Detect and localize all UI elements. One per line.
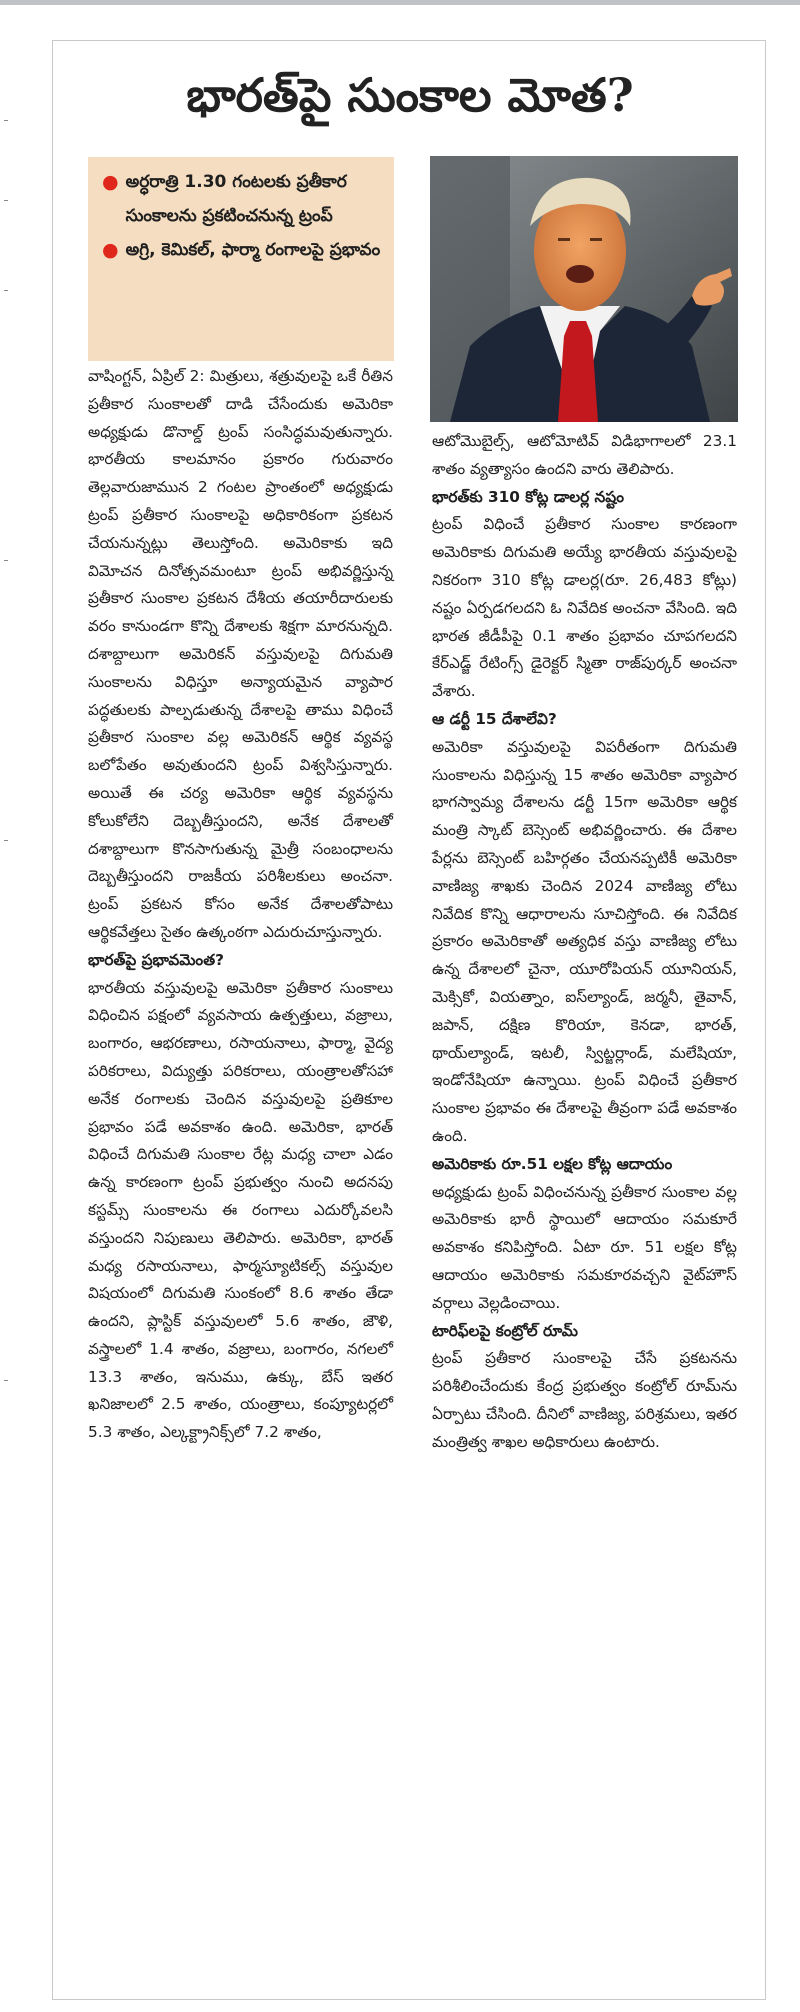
body-paragraph: ఆటోమొబైల్స్, ఆటోమోటివ్ విడిభాగాలలో 23.1 శాతం వ్యత్యాసం ఉందని వారు తెలిపారు. xyxy=(432,432,737,478)
left-edge-marks xyxy=(0,0,12,2012)
highlight-text: అగ్రి, కెమికల్, ఫార్మా రంగాలపై ప్రభావం xyxy=(125,240,381,260)
highlight-bullet xyxy=(102,233,384,267)
section-subheading: భారత్‌కు 310 కోట్ల డాలర్ల నష్టం xyxy=(432,487,624,506)
body-paragraph: ట్రంప్ విధించే ప్రతీకార సుంకాల కారణంగా అమెరికాకు దిగుమతి అయ్యే భారతీయ వస్తువులపై నికరంగా 310 కోట్ల డాలర్ల(రూ. 26,483 కోట్లు) నష్టం ఏర్పడగలదని ఓ నివేదిక అంచనా వేసింది. ఇది భారత జీడీపీపై 0.1 శాతం ప్రభావం చూపగలదని కేర్‌ఎడ్జ్ రేటింగ్స్ డైరెక్టర్ స్మితా రాజ్‌పుర్కర్ అంచనా వేశారు. xyxy=(432,515,737,701)
trump-photo xyxy=(430,156,738,422)
body-paragraph: వాషింగ్టన్, ఏప్రిల్ 2: మిత్రులు, శత్రువులపై ఒకే రీతిన ప్రతీకార సుంకాలతో దాడి చేసేందుకు అమెరికా అధ్యక్షుడు డొనాల్డ్ ట్రంప్ సంసిద్ధమవుతున్నారు. భారతీయ కాలమానం ప్రకారం గురువారం తెల్లవారుజామున 2 గంటల ప్రాంతంలో అధ్యక్షుడు ట్రంప్ ప్రతీకార సుంకాలపై అధికారికంగా ప్రకటన చేయనున్నట్లు తెలుస్తోంది. అమెరికాకు ఇది విమోచన దినోత్సవమంటూ ట్రంప్ అభివర్ణిస్తున్న ప్రతీకార సుంకాల ప్రకటన దేశీయ తయారీదారులకు వరం కానుండగా కొన్ని దేశాలకు శిక్షగా మారనున్నది. దశాబ్దాలుగా అమెరికన్ వస్తువులపై దిగుమతి సుంకాలను విధిస్తూ అన్యాయమైన వ్యాపార పద్ధతులకు పాల్పడుతున్న దేశాలపై తాము విధించే ప్రతీకార సుంకాల వల్ల అమెరికన్ ఆర్థిక వ్యవస్థ బలోపేతం అవుతుందని ట్రంప్ విశ్వసిస్తున్నారు. అయితే ఈ చర్య అమెరికా ఆర్థిక వ్యవస్థను కోలుకోలేని దెబ్బతీస్తుందని, అనేక దేశాలతో దశాబ్దాలుగా కొనసాగుతున్న మైత్రీ సంబంధాలను దెబ్బతీస్తుందని రాజకీయ పరిశీలకులు అంచనా. ట్రంప్ ప్రకటన కోసం అనేక దేశాలతోపాటు ఆర్థికవేత్తలు సైతం ఉత్కంఠగా ఎదురుచూస్తున్నారు. xyxy=(88,367,393,941)
highlight-bullet xyxy=(102,165,384,233)
body-paragraph: ట్రంప్ ప్రతీకార సుంకాలపై చేసే ప్రకటనను పరిశీలించేందుకు కేంద్ర ప్రభుత్వం కంట్రోల్ రూమ్‌ను ఏర్పాటు చేసింది. దీనిలో వాణిజ్య, పరిశ్రమలు, ఇతర మంత్రిత్వ శాఖల అధికారులు ఉంటారు. xyxy=(432,1349,737,1451)
section-subheading: టారిఫ్‌లపై కంట్రోల్ రూమ్ xyxy=(432,1321,578,1340)
section-subheading: ఆ డర్టీ 15 దేశాలేవి? xyxy=(432,709,557,728)
article-headline: భారత్‌పై సుంకాల మోత? xyxy=(186,68,634,122)
highlight-text: అర్ధరాత్రి 1.30 గంటలకు ప్రతీకార సుంకాలను ప్రకటించనున్న ట్రంప్ xyxy=(125,172,347,226)
section-subheading: అమెరికాకు రూ.51 లక్షల కోట్ల ఆదాయం xyxy=(432,1154,673,1173)
article-column-right xyxy=(432,428,737,1456)
top-bar xyxy=(0,0,800,5)
trump-portrait-image xyxy=(430,156,738,422)
body-paragraph: అధ్యక్షుడు ట్రంప్ విధించనున్న ప్రతీకార సుంకాల వల్ల అమెరికాకు భారీ స్థాయిలో ఆదాయం సమకూరే అవకాశం కనిపిస్తోంది. ఏటా రూ. 51 లక్షల కోట్ల ఆదాయం అమెరికాకు సమకూరవచ్చని వైట్‌హౌస్ వర్గాలు వెల్లడించాయి. xyxy=(432,1182,737,1312)
article-column-left xyxy=(88,363,393,1447)
body-paragraph: అమెరికా వస్తువులపై విపరీతంగా దిగుమతి సుంకాలను విధిస్తున్న 15 శాతం అమెరికా వ్యాపార భాగస్వామ్య దేశాలను డర్టీ 15గా అమెరికా ఆర్థిక మంత్రి స్కాట్ బెస్సెంట్ అభివర్ణించారు. ఈ దేశాల పేర్లను బెస్సెంట్ బహిర్గతం చేయనప్పటికీ అమెరికా వాణిజ్య శాఖకు చెందిన 2024 వాణిజ్య లోటు నివేదిక కొన్ని ఆధారాలను సూచిస్తోంది. ఈ నివేదిక ప్రకారం అమెరికాతో అత్యధిక వస్తు వాణిజ్య లోటు ఉన్న దేశాలలో చైనా, యూరోపియన్ యూనియన్, మెక్సికో, వియత్నాం, ఐస్‌ల్యాండ్, జర్మనీ, తైవాన్, జపాన్, దక్షిణ కొరియా, కెనడా, భారత్, థాయ్‌ల్యాండ్, ఇటలీ, స్విట్జర్లాండ్, మలేషియా, ఇండోనేషియా ఉన్నాయి. ట్రంప్ విధించే ప్రతీకార సుంకాల ప్రభావం ఈ దేశాలపై తీవ్రంగా పడే అవకాశం ఉంది. xyxy=(432,737,737,1145)
bullet-dot-icon: ● xyxy=(102,239,119,261)
section-subheading: భారత్‌పై ప్రభావమెంత? xyxy=(88,950,224,969)
bullet-dot-icon: ● xyxy=(102,171,119,193)
body-paragraph: భారతీయ వస్తువులపై అమెరికా ప్రతీకార సుంకాలు విధించిన పక్షంలో వ్యవసాయ ఉత్పత్తులు, వజ్రాలు, బంగారం, ఆభరణాలు, రసాయనాలు, ఫార్మా, వైద్య పరికరాలు, విద్యుత్తు పరికరాలు, యంత్రాలతోసహా అనేక రంగాలకు చెందిన వస్తువులపై ప్రతికూల ప్రభావం పడే అవకాశం ఉంది. అమెరికా, భారత్ విధించే దిగుమతి సుంకాల రేట్ల మధ్య చాలా ఎడం ఉన్న కారణంగా ట్రంప్ ప్రభుత్వం నుంచి అదనపు కస్టమ్స్ సుంకాలను ఈ రంగాలు ఎదుర్కోవలసి వస్తుందని నిపుణులు తెలిపారు. అమెరికా, భారత్ మధ్య రసాయనాలు, ఫార్మస్యూటికల్స్ వస్తువుల విషయంలో దిగుమతి సుంకంలో 8.6 శాతం తేడా ఉందని, ప్లాస్టిక్ వస్తువులలో 5.6 శాతం, జౌళి, వస్త్రాలలో 1.4 శాతం, వజ్రాలు, బంగారం, నగలలో 13.3 శాతం, ఇనుము, ఉక్కు, బేస్ ఇతర ఖనిజాలలో 2.5 శాతం, యంత్రాలు, కంప్యూటర్లలో 5.3 శాతం, ఎల్కక్ట్రానిక్స్‌లో 7.2 శాతం, xyxy=(88,978,393,1442)
highlight-box xyxy=(88,157,394,361)
